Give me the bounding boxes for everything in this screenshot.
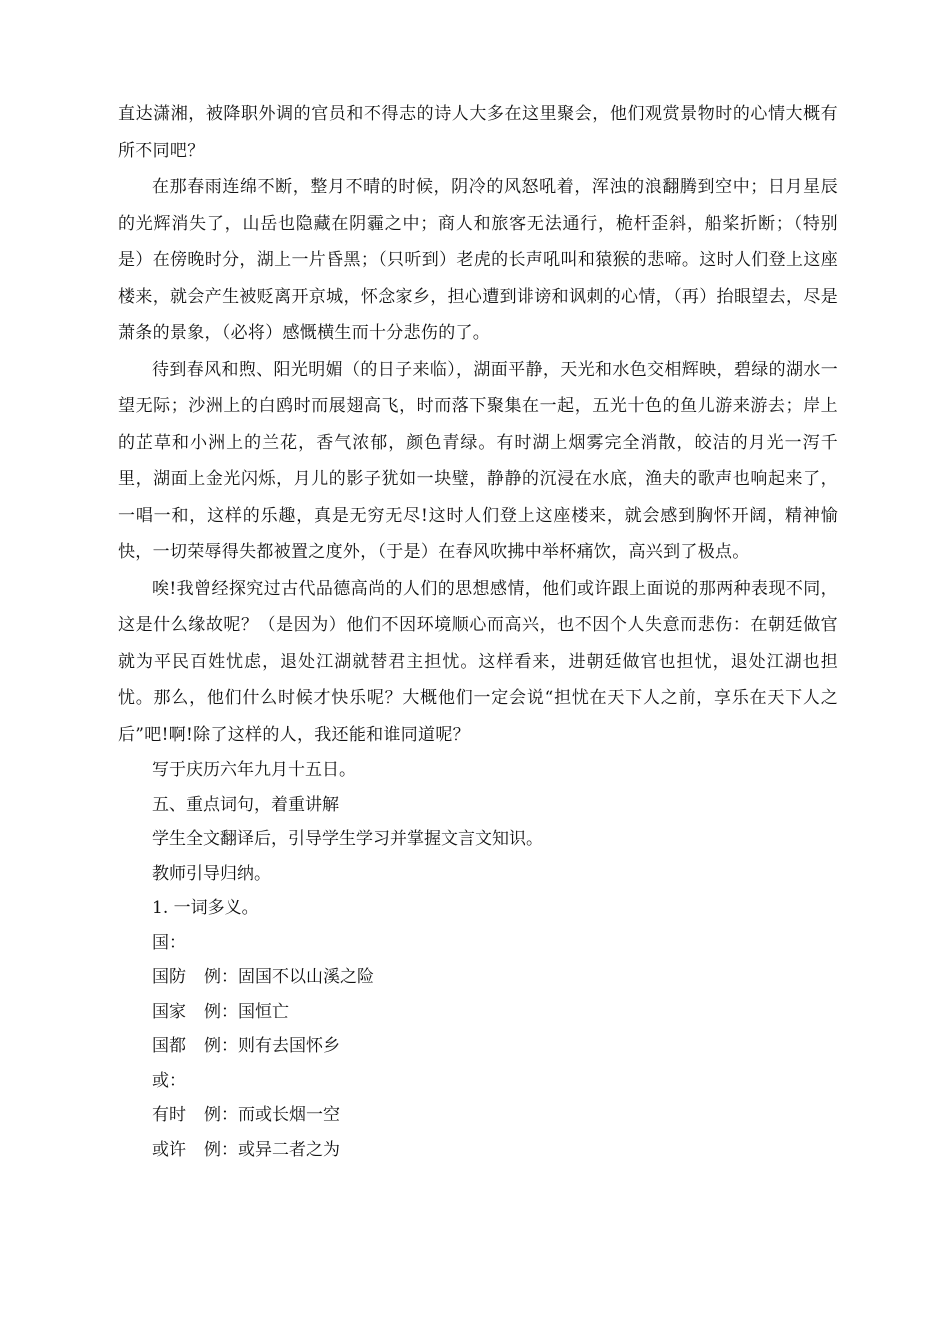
sense-label: 或许 xyxy=(152,1139,186,1160)
sense-example: 例：国恒亡 xyxy=(204,1001,289,1022)
paragraph-spring-rain: 在那春雨连绵不断，整月不晴的时候，阴冷的风怒吼着，浑浊的浪翻腾到空中；日月星辰的光辉消失了，山岳也隐藏在阴霾之中；商人和旅客无法通行，桅杆歪斜，船桨折断；（特别是）在傍晚时分，湖上一片昏黑；（只听到）老虎的长声吼叫和猿猴的悲啼。这时人们登上这座楼来，就会产生被贬离开京城，怀念家乡，担心遭到诽谤和讽刺的心情，（再）抬眼望去，尽是萧条的景象，（必将）感慨横生而十分悲伤的了。 xyxy=(118,177,838,343)
instruction-line: 学生全文翻译后，引导学生学习并掌握文言文知识。 xyxy=(152,829,543,849)
paragraph-continuation: 直达潇湘，被降职外调的官员和不得志的诗人大多在这里聚会，他们观赏景物时的心情大概有所不同吧？ xyxy=(118,104,838,161)
word-sense-row xyxy=(118,1098,838,1133)
paragraph-ancient-virtue: 唉!我曾经探究过古代品德高尚的人们的思想感情，他们或许跟上面说的那两种表现不同，这是什么缘故呢？（是因为）他们不因环境顺心而高兴，也不因个人失意而悲伤：在朝廷做官就为平民百姓忧虑，退处江湖就替君主担忧。这样看来，进朝廷做官也担忧，退处江湖也担忧。那么，他们什么时候才快乐呢？大概他们一定会说“担忧在天下人之前，享乐在天下人之后”吧!啊!除了这样的人，我还能和谁同道呢？ xyxy=(118,578,838,745)
sense-example: 例：而或长烟一空 xyxy=(204,1105,340,1125)
word-sense-row xyxy=(118,995,838,1030)
date-line: 写于庆历六年九月十五日。 xyxy=(152,760,356,780)
word-head-huo: 或： xyxy=(152,1070,186,1091)
sense-label: 国防 xyxy=(152,967,186,987)
section-heading: 五、重点词句，着重讲解 xyxy=(152,794,339,815)
sense-label: 有时 xyxy=(152,1105,186,1125)
word-sense-row xyxy=(118,960,838,995)
sense-example: 例：则有去国怀乡 xyxy=(204,1036,340,1056)
sense-label: 国家 xyxy=(152,1001,186,1022)
teacher-summary-line: 教师引导归纳。 xyxy=(152,863,271,884)
list-heading-polysemy: 1. 一词多义。 xyxy=(152,898,259,918)
document-page xyxy=(118,96,838,1167)
sense-example: 例：或异二者之为 xyxy=(204,1139,340,1160)
paragraph-spring-breeze: 待到春风和煦、阳光明媚（的日子来临），湖面平静，天光和水色交相辉映，碧绿的湖水一望无际；沙洲上的白鸥时而展翅高飞，时而落下聚集在一起，五光十色的鱼儿游来游去；岸上的芷草和小洲上的兰花，香气浓郁，颜色青绿。有时湖上烟雾完全消散，皎洁的月光一泻千里，湖面上金光闪烁，月儿的影子犹如一块璧，静静的沉浸在水底，渔夫的歌声也响起来了，一唱一和，这样的乐趣，真是无穷无尽!这时人们登上这座楼来，就会感到胸怀开阔，精神愉快，一切荣辱得失都被置之度外，（于是）在春风吹拂中举杯痛饮，高兴到了极点。 xyxy=(118,359,838,562)
sense-example: 例：固国不以山溪之险 xyxy=(204,967,374,987)
sense-label: 国都 xyxy=(152,1036,186,1056)
word-head-guo: 国： xyxy=(152,932,186,953)
word-sense-row xyxy=(118,1133,838,1168)
word-sense-row xyxy=(118,1029,838,1064)
